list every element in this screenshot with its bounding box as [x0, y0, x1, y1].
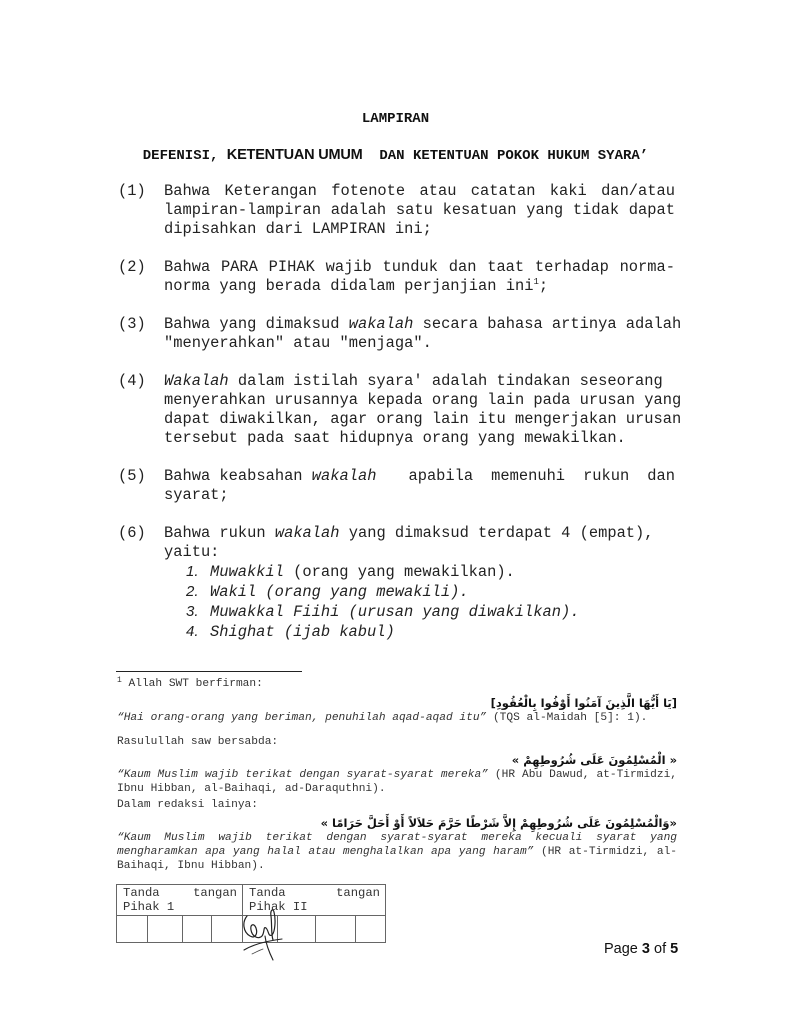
rukun-list — [186, 562, 675, 642]
header-word: tangan — [193, 886, 237, 900]
footnote-1 — [117, 677, 677, 725]
rukun-list-item — [186, 562, 675, 582]
clause-line: yaitu: — [164, 543, 220, 561]
footnote-quote: “Hai orang-orang yang beriman, penuhilah aqad-aqad itu” — [117, 712, 487, 724]
clause-text: Bahwa yang dimaksud — [164, 315, 349, 333]
clause-number: (2) — [118, 258, 146, 276]
clause-term: Wakalah — [164, 372, 229, 390]
rukun-list-item — [186, 582, 675, 602]
subtitle-part-3: DAN KETENTUAN POKOK HUKUM SYARA’ — [362, 148, 649, 164]
clause-text: apabila memenuhi rukun dan — [390, 467, 675, 485]
clause-line: syarat; — [164, 486, 229, 504]
initial-box[interactable] — [316, 916, 356, 943]
initial-box[interactable] — [117, 916, 148, 943]
list-number: 3. — [186, 603, 199, 620]
footnote-hadith-1 — [117, 735, 677, 796]
clause-number: (6) — [118, 524, 146, 542]
clause-line: lampiran-lampiran adalah satu kesatuan yang tidak dapat — [164, 201, 675, 219]
initial-box[interactable] — [148, 916, 183, 943]
arabic-hadith: « الْمُسْلِمُونَ عَلَى شُرُوطِهِمْ » — [511, 753, 677, 767]
initial-box[interactable] — [183, 916, 212, 943]
header-word: Tanda — [123, 886, 160, 900]
clause-item — [118, 315, 682, 353]
footnote-intro: Allah SWT berfirman: — [128, 678, 263, 690]
clause-list — [118, 182, 682, 661]
clause-text: Bahwa rukun — [164, 524, 275, 542]
page-current: 3 — [641, 941, 650, 957]
arabic-verse: [يَا أَيُّهَا الَّذِينَ آمَنُوا أَوْفُوا بِالْعُقُودِ] — [490, 696, 677, 710]
clause-line: "menyerahkan" atau "menjaga". — [164, 334, 432, 352]
rukun-list-item — [186, 602, 675, 622]
page-total: 5 — [670, 941, 679, 957]
footnote-intro: Rasulullah saw bersabda: — [117, 736, 279, 748]
page-subtitle — [0, 147, 791, 164]
clause-text: dalam istilah syara' adalah tindakan seseorang — [228, 372, 663, 390]
list-text: (orang yang mewakilkan). — [283, 563, 515, 581]
clause-item — [118, 524, 678, 642]
list-term: Muwakkil — [210, 563, 284, 581]
list-number: 1. — [186, 563, 199, 580]
header-word: Tanda — [249, 886, 286, 900]
clause-item — [118, 182, 678, 239]
list-term: Wakil (orang yang mewakili). — [210, 583, 469, 601]
list-term: Shighat (ijab kabul) — [210, 623, 395, 641]
page-of: of — [649, 941, 671, 957]
clause-line: Bahwa PARA PIHAK wajib tunduk dan taat terhadap norma- — [164, 258, 675, 276]
list-number: 4. — [186, 623, 199, 640]
page-prefix: Page — [604, 941, 642, 957]
footnote-ref[interactable]: 1 — [533, 277, 539, 287]
list-number: 2. — [186, 583, 199, 600]
clause-term: wakalah — [311, 467, 377, 485]
footnote-source: (HR Abu Dawud, at-Tirmidzi, Ibnu Hibban, al-Baihaqi, ad-Daraquthni). — [117, 769, 678, 795]
subtitle-part-1: DEFENISI, — [142, 148, 227, 164]
clause-item — [118, 467, 678, 505]
clause-line: tersebut pada saat hidupnya orang yang mewakilkan. — [164, 429, 626, 447]
list-term: Muwakkal Fiihi (urusan yang diwakilkan). — [210, 603, 580, 621]
subtitle-part-2: KETENTUAN UMUM — [226, 147, 363, 163]
footnote-hadith-2 — [117, 798, 677, 873]
page-title: LAMPIRAN — [361, 111, 430, 127]
clause-number: (1) — [118, 182, 146, 200]
footnote-number: 1 — [117, 676, 122, 685]
clause-number: (3) — [118, 315, 146, 333]
rukun-list-item — [186, 622, 675, 642]
handwritten-signature — [238, 906, 288, 962]
clause-term: wakalah — [348, 315, 414, 333]
clause-number: (5) — [118, 467, 146, 485]
footnote-quote: “Kaum Muslim wajib terikat dengan syarat-syarat mereka kecuali syarat yang mengharamkan apa yang halal atau menghalalkan apa yang haram” — [117, 832, 677, 858]
footnote-intro: Dalam redaksi lainya: — [117, 799, 258, 811]
header-party-label: Pihak 1 — [123, 900, 175, 914]
clause-line: dipisahkan dari LAMPIRAN ini; — [164, 220, 432, 238]
clause-line: norma yang berada didalam perjanjian ini — [164, 277, 534, 295]
clause-tail: ; — [538, 277, 549, 295]
clause-term: wakalah — [274, 524, 340, 542]
footnote-separator — [116, 671, 302, 672]
page-number — [604, 941, 678, 957]
header-party-label: Pihak II — [249, 900, 308, 914]
clause-text: secara bahasa artinya adalah — [413, 315, 682, 333]
footnote-source: (TQS al-Maidah [5]: 1). — [486, 712, 648, 724]
initial-box[interactable] — [356, 916, 386, 943]
footnote-quote: “Kaum Muslim wajib terikat dengan syarat-syarat mereka” — [117, 769, 488, 781]
signature-header-party-1 — [117, 885, 243, 916]
clause-text: yang dimaksud terdapat 4 (empat), — [339, 524, 654, 542]
arabic-hadith: «وَالْمُسْلِمُونَ عَلَى شُرُوطِهِمْ إِلاَّ شَرْطًا حَرَّمَ حَلاَلاً أَوْ أَحَلَّ حَرَامًا » — [320, 816, 677, 830]
clause-item — [118, 372, 682, 448]
clause-number: (4) — [118, 372, 146, 390]
clause-line: menyerahkan urusannya kepada orang lain pada urusan yang — [164, 391, 682, 409]
clause-line: dapat diwakilkan, agar orang lain itu mengerjakan urusan — [164, 410, 682, 428]
footnote-source: (HR at-Tirmidzi, al-Baihaqi, Ibnu Hibban). — [117, 846, 677, 872]
clause-item — [118, 258, 678, 296]
clause-line: Bahwa Keterangan fotenote atau catatan kaki dan/atau — [164, 182, 675, 200]
clause-text: Bahwa keabsahan — [164, 467, 312, 485]
header-word: tangan — [336, 886, 380, 900]
